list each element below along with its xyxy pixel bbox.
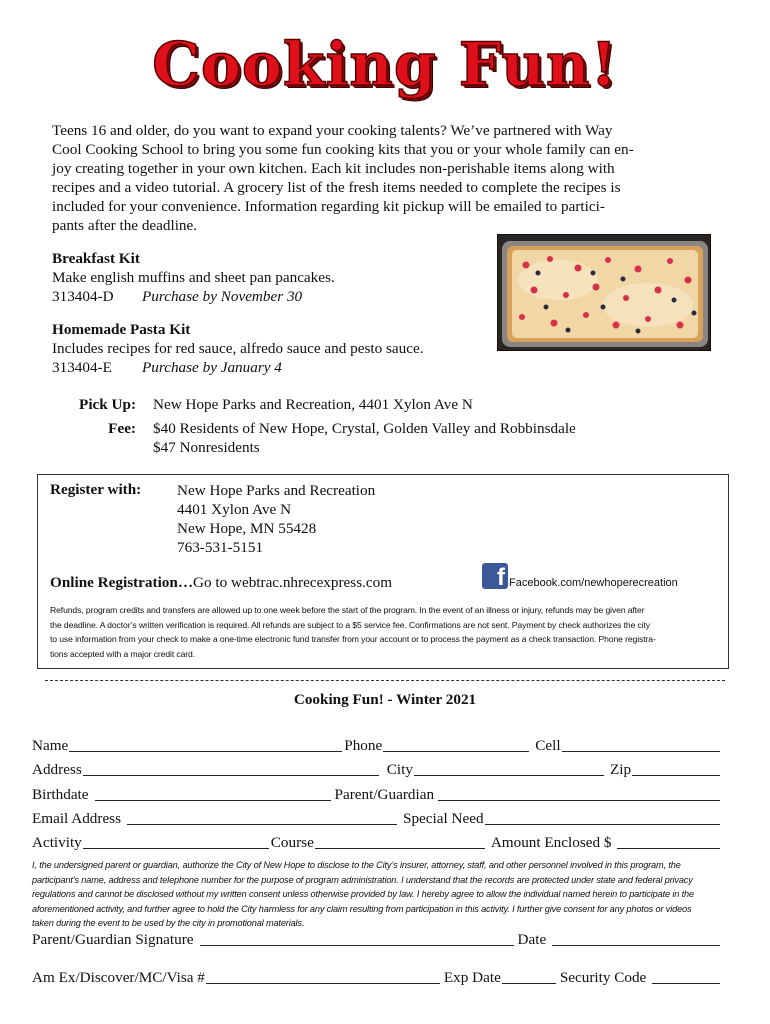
- kit-code: 313404-E: [52, 359, 112, 376]
- city-field[interactable]: [414, 762, 604, 776]
- address-field[interactable]: [83, 762, 379, 776]
- intro-line: pants after the deadline.: [52, 217, 198, 234]
- fee-residents: $40 Residents of New Hope, Crystal, Golden Valley and Robbinsdale: [153, 420, 576, 437]
- intro-paragraph: [52, 121, 712, 235]
- register-label: Register with:: [50, 481, 142, 498]
- card-label: Am Ex/Discover/MC/Visa #: [32, 969, 205, 986]
- cut-line: [45, 680, 725, 681]
- security-code-field[interactable]: [652, 970, 720, 984]
- name-field[interactable]: [69, 738, 342, 752]
- consent-line: taken during the event to be used by the city in promotional materials.: [32, 918, 305, 929]
- activity-label: Activity: [32, 834, 82, 851]
- guardian-label: Parent/Guardian: [334, 786, 435, 803]
- online-registration: [50, 574, 392, 592]
- kit-deadline: Purchase by January 4: [142, 359, 282, 376]
- address-line: New Hope, MN 55428: [177, 520, 317, 537]
- date-label: Date: [517, 931, 547, 948]
- city-label: City: [386, 761, 413, 778]
- phone-label: Phone: [344, 737, 383, 754]
- email-label: Email Address: [32, 810, 122, 827]
- refund-line: to use information from your check to make a one-time electronic fund transfer from your account or to process the payment as a check transaction. Phone registra-: [50, 634, 656, 644]
- address-label: Address: [32, 761, 82, 778]
- facebook-icon: [482, 563, 508, 589]
- breakfast-kit: [52, 249, 335, 306]
- consent-statement: [32, 858, 732, 931]
- form-row-payment: [32, 969, 722, 987]
- form-title: Cooking Fun! - Winter 2021: [293, 691, 477, 708]
- intro-line: recipes and a video tutorial. A grocery list of the fresh items needed to complete the recipes is: [52, 179, 621, 196]
- signature-field[interactable]: [200, 932, 514, 946]
- intro-line: included for your convenience. Information regarding kit pickup will be emailed to partici-: [52, 198, 605, 215]
- cell-label: Cell: [535, 737, 561, 754]
- birthdate-label: Birthdate: [32, 786, 89, 803]
- cell-field[interactable]: [562, 738, 720, 752]
- course-label: Course: [270, 834, 314, 851]
- page-title: Cooking Fun!: [152, 30, 618, 100]
- exp-date-field[interactable]: [502, 970, 556, 984]
- intro-line: Teens 16 and older, do you want to expand your cooking talents? We’ve partnered with Way: [52, 122, 613, 139]
- kit-code: 313404-D: [52, 288, 114, 305]
- name-label: Name: [32, 737, 69, 754]
- security-code-label: Security Code: [559, 969, 647, 986]
- form-row-email: [32, 810, 722, 828]
- form-row-signature: [32, 931, 722, 949]
- intro-line: Cool Cooking School to bring you some fun cooking kits that you or your whole family can en-: [52, 141, 634, 158]
- kit-description: Includes recipes for red sauce, alfredo sauce and pesto sauce.: [52, 340, 424, 357]
- sheet-pan-pancake-photo: [497, 234, 711, 351]
- kit-description: Make english muffins and sheet pan pancakes.: [52, 269, 335, 286]
- pasta-kit: [52, 320, 424, 377]
- consent-line: aforementioned activity, and further agree to hold the City harmless for any claim resulting from participation in this activity. I further give consent for any photos or videos: [32, 903, 692, 914]
- registration-box: [37, 474, 729, 669]
- form-row-activity: [32, 834, 722, 852]
- refund-line: the deadline. A doctor’s written verification is required. All refunds are subject to a $5 service fee. Confirmations are not sent. Payment by check authorizes the city: [50, 619, 651, 630]
- form-row-birthdate: [32, 786, 722, 804]
- zip-field[interactable]: [632, 762, 720, 776]
- facebook-url[interactable]: Facebook.com/newhoperecreation: [509, 577, 678, 589]
- email-field[interactable]: [127, 811, 397, 825]
- amount-label: Amount Enclosed $: [490, 834, 612, 851]
- amount-field[interactable]: [617, 835, 720, 849]
- course-field[interactable]: [315, 835, 485, 849]
- pickup-fee-info: [46, 395, 726, 455]
- pancake-illustration: [498, 235, 711, 351]
- online-link[interactable]: Go to webtrac.nhrecexpress.com: [193, 574, 393, 591]
- refund-line: Refunds, program credits and transfers are allowed up to one week before the start of the program. In the event of an illness or injury, refunds may be given after: [50, 605, 645, 615]
- form-row-address: [32, 761, 722, 779]
- online-label: Online Registration…: [50, 574, 194, 591]
- fee-label: Fee:: [108, 420, 136, 437]
- refund-line: tions accepted with a major credit card.: [50, 648, 196, 659]
- fee-nonresidents: $47 Nonresidents: [153, 439, 260, 456]
- kit-deadline: Purchase by November 30: [142, 288, 303, 305]
- consent-line: participant’s name, address and telephone number for the purpose of program administration. I understand that the records are protected under state and federal privacy: [32, 874, 693, 885]
- birthdate-field[interactable]: [95, 787, 331, 801]
- special-need-label: Special Need: [403, 810, 484, 827]
- address-line: 4401 Xylon Ave N: [177, 501, 292, 518]
- consent-line: regulations and cannot be disclosed without my written consent unless otherwise provided by law. I hereby agree to allow the individual named herein to participate in the: [32, 889, 694, 900]
- intro-line: joy creating together in your own kitchen. Each kit includes non-perishable items along with: [52, 160, 615, 177]
- facebook-link[interactable]: [482, 563, 678, 589]
- address-line: New Hope Parks and Recreation: [177, 482, 376, 499]
- pickup-label: Pick Up:: [79, 396, 136, 413]
- consent-line: I, the undersigned parent or guardian, authorize the City of New Hope to disclose to the City’s insurer, attorney, staff, and other personnel involved in this program, the: [32, 860, 681, 870]
- phone-field[interactable]: [383, 738, 529, 752]
- kit-name: Homemade Pasta Kit: [52, 321, 191, 338]
- register-address: [177, 481, 375, 557]
- date-field[interactable]: [552, 932, 720, 946]
- guardian-field[interactable]: [438, 787, 720, 801]
- card-number-field[interactable]: [206, 970, 440, 984]
- signature-label: Parent/Guardian Signature: [32, 931, 194, 948]
- pickup-value: New Hope Parks and Recreation, 4401 Xylon Ave N: [153, 396, 473, 413]
- activity-field[interactable]: [83, 835, 269, 849]
- exp-date-label: Exp Date: [443, 969, 501, 986]
- refund-policy: [50, 603, 720, 661]
- phone-number: 763-531-5151: [177, 539, 264, 556]
- special-need-field[interactable]: [485, 811, 720, 825]
- zip-label: Zip: [609, 761, 632, 778]
- kit-name: Breakfast Kit: [52, 250, 140, 267]
- form-row-name: [32, 737, 722, 755]
